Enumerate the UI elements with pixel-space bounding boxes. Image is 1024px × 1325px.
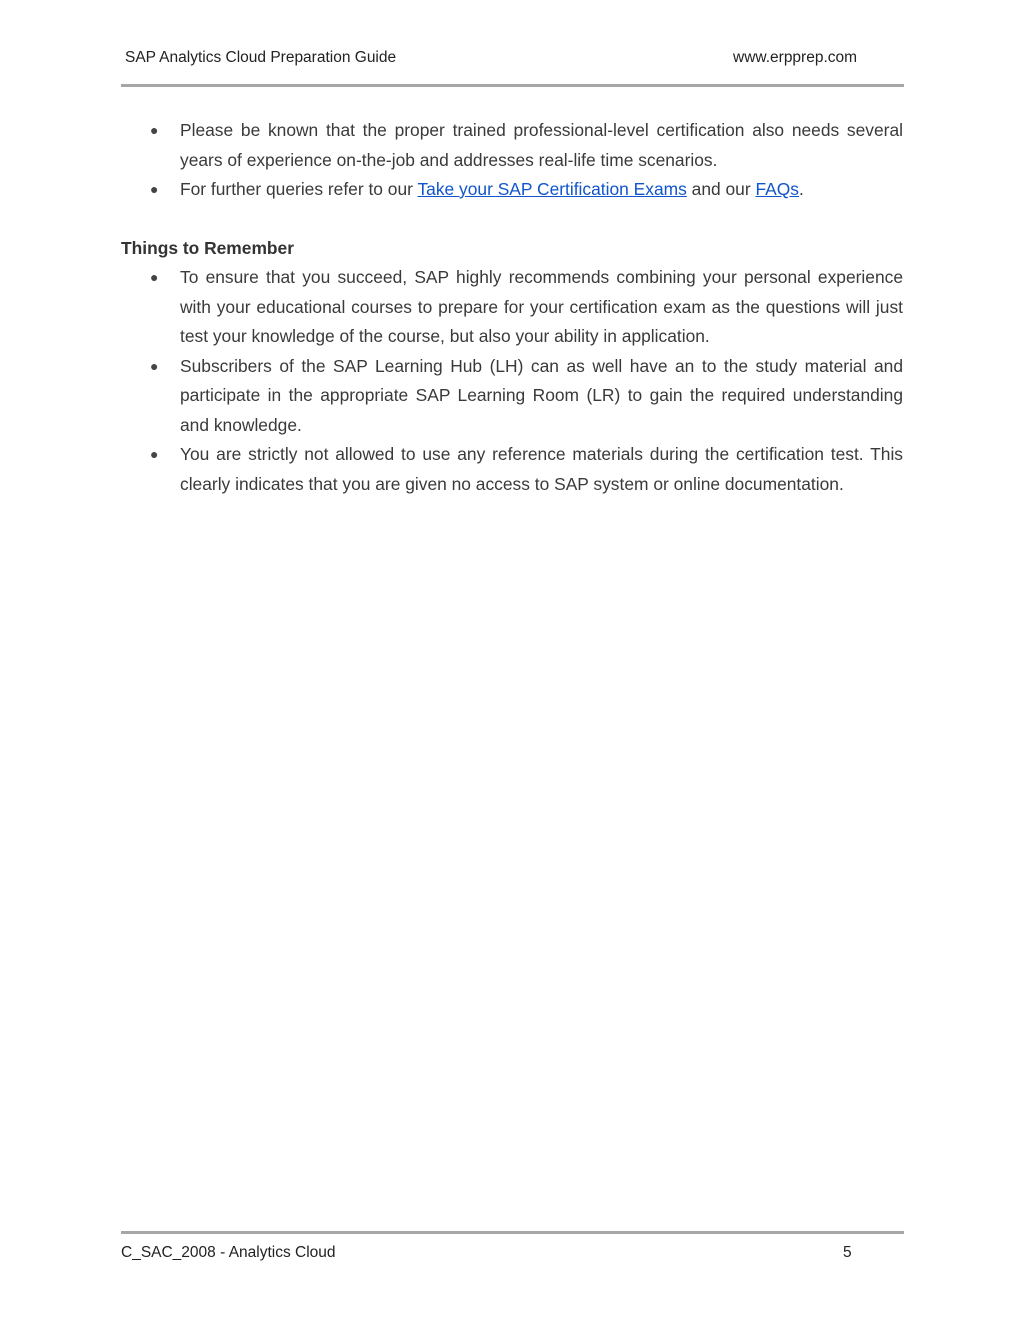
section-heading-things-to-remember: Things to Remember [121, 237, 294, 258]
footer-divider [121, 1231, 904, 1234]
list-item [150, 263, 903, 352]
bullet-icon: ● [150, 122, 159, 138]
list-item-text: Subscribers of the SAP Learning Hub (LH) can as well have an to the study material and participate in the appropriate SAP Learning Room (LR) to gain the required understanding and knowledge. [180, 355, 903, 435]
header-title: SAP Analytics Cloud Preparation Guide [125, 49, 397, 66]
list-item [150, 116, 903, 175]
things-to-remember-list [121, 263, 903, 499]
list-item-text: For further queries refer to our [180, 179, 418, 199]
list-item-text: . [798, 179, 804, 199]
header-website: www.erpprep.com [733, 49, 858, 66]
faqs-link[interactable]: FAQs [755, 179, 799, 199]
intro-bullet-list [121, 116, 903, 205]
list-item [150, 352, 903, 441]
list-item-text: and our [686, 179, 756, 199]
bullet-icon: ● [150, 357, 159, 374]
page-number: 5 [843, 1244, 852, 1261]
page-content [121, 116, 903, 499]
list-item-text: You are strictly not allowed to use any reference materials during the certification test. This clearly indicates that you are given no access to SAP system or online documentation. [180, 444, 903, 494]
list-item [150, 440, 903, 499]
certification-exams-link[interactable]: Take your SAP Certification Exams [417, 179, 687, 199]
bullet-icon: ● [150, 181, 159, 197]
list-item [150, 175, 903, 205]
bullet-icon: ● [150, 269, 159, 285]
list-item-text: To ensure that you succeed, SAP highly recommends combining your personal experience with your educational courses to prepare for your certification exam as the questions will just test your knowledge of the course, but also your ability in application. [180, 267, 903, 346]
header-divider [121, 84, 904, 87]
bullet-icon: ● [150, 446, 159, 462]
footer-exam-code: C_SAC_2008 - Analytics Cloud [121, 1244, 336, 1261]
list-item-text: Please be known that the proper trained professional-level certification also needs several years of experience on-the-job and addresses real-life time scenarios. [180, 120, 903, 170]
